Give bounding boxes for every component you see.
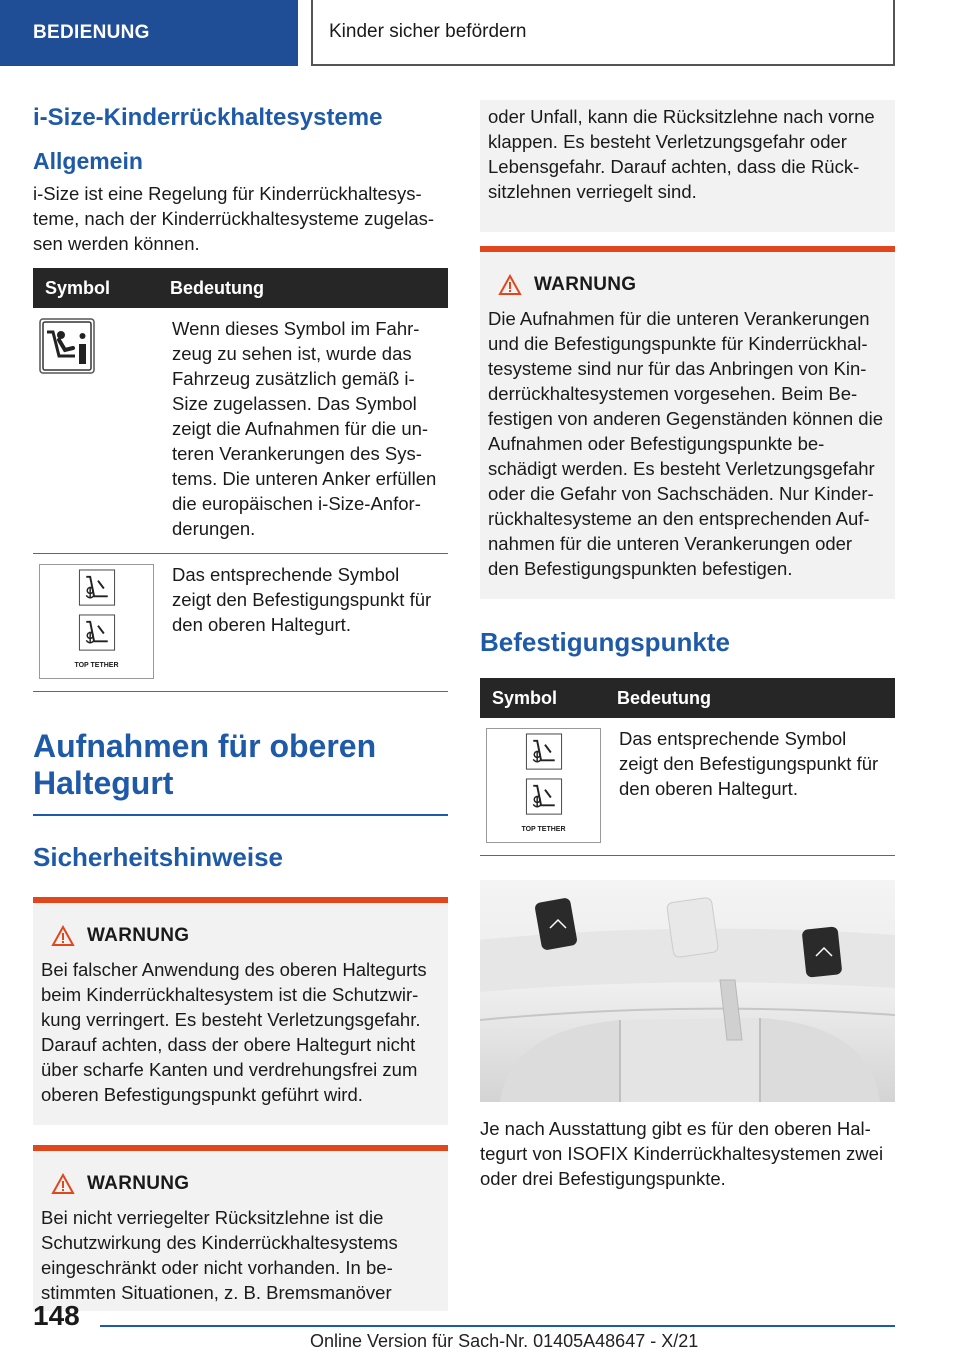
- header-section-tab: [0, 0, 298, 66]
- tether-anchor-icon: [78, 569, 116, 606]
- top-tether-label: TOP TETHER: [74, 662, 119, 669]
- warning-text: oder Unfall, kann die Rücksitzlehne nach vorne klappen. Es besteht Verletzungsgefahr oder Lebensgefahr. Darauf achten, dass die Rücksitzlehnen verriegelt sind.: [488, 106, 875, 202]
- table-row: [33, 308, 448, 554]
- top-tether-symbol: [486, 728, 601, 843]
- meaning-cell: Das entsprechende Symbol zeigt den Befestigungspunkt für den oberen Haltegurt.: [607, 718, 895, 856]
- warning-box-3: [480, 246, 895, 599]
- symbol-cell: [33, 554, 160, 692]
- warning-label: WARNUNG: [534, 274, 637, 295]
- warning-box-2: [33, 1145, 448, 1311]
- page-number: 148: [33, 1300, 80, 1331]
- warning-box-2-continued: [480, 100, 895, 232]
- tether-anchor-cap-right: [802, 926, 843, 978]
- top-tether-label: TOP TETHER: [521, 826, 566, 833]
- header-chapter-label: Kinder sicher befördern: [329, 21, 527, 42]
- warning-triangle-icon: [498, 274, 522, 296]
- footer-line: [100, 1325, 895, 1327]
- top-tether-symbol: [39, 564, 154, 679]
- warning-label: WARNUNG: [87, 925, 190, 946]
- warning-box-1: [33, 897, 448, 1125]
- warning-title: [51, 925, 440, 947]
- warning-title: [498, 274, 887, 296]
- table-row: [33, 554, 448, 692]
- left-column: [33, 100, 448, 1311]
- table-header-row: [480, 678, 895, 718]
- warning-triangle-icon: [51, 1173, 75, 1195]
- isize-symbol-table: [33, 268, 448, 692]
- header-chapter-tab: [311, 0, 895, 66]
- col-meaning-header: Bedeutung: [160, 268, 448, 308]
- subsection-sicherheitshinweise: Sicherheitshinweise: [33, 842, 283, 872]
- tether-anchor-icon: [525, 778, 563, 815]
- section-divider: [33, 814, 448, 816]
- section-title-befestigungspunkte: Befestigungspunkte: [480, 627, 730, 657]
- footer-online-version: Online Version für Sach-Nr. 01405A48647 - X/21: [310, 1331, 699, 1351]
- meaning-cell: Das entsprechende Symbol zeigt den Befestigungspunkt für den oberen Haltegurt.: [160, 554, 448, 692]
- meaning-cell: Wenn dieses Symbol im Fahrzeug zu sehen ist, wurde das Fahrzeug zusätzlich gemäß i-Size zugelassen. Das Symbol zeigt die Aufnahmen für die unteren Verankerungen des Systems. Die unteren Anker erfüllen die europäischen i-Size-Anforderungen.: [160, 308, 448, 554]
- tether-anchor-icon: [78, 614, 116, 651]
- rear-seat-photo: [480, 880, 895, 1102]
- symbol-cell: [480, 718, 607, 856]
- warning-text: Bei falscher Anwendung des oberen Haltegurts beim Kinderrückhaltesystem ist die Schutzwirkung verringert. Es besteht Verletzungsgefahr. Darauf achten, dass der obere Haltegurt nicht über scharfe Kanten und verdrehungsfrei zum oberen Befestigungspunkt geführt wird.: [41, 959, 427, 1105]
- right-column: [480, 100, 895, 1191]
- tether-symbol-table: [480, 678, 895, 856]
- col-meaning-header: Bedeutung: [607, 678, 895, 718]
- col-symbol-header: Symbol: [480, 678, 607, 718]
- page-title: i-Size-Kinderrückhaltesysteme: [33, 104, 383, 131]
- tether-anchor-icon: [525, 733, 563, 770]
- warning-title: [51, 1173, 440, 1195]
- warning-text: Die Aufnahmen für die unteren Verankerungen und die Befestigungspunkte für Kinderrückhaltesysteme sind nur für das Anbringen von Kinderrückhaltesystemen vorgesehen. Beim Befestigen von anderen Gegenständen können die Aufnahmen oder Befestigungspunkte beschädigt werden. Es besteht Verletzungsgefahr oder die Gefahr von Sachschäden. Nur Kinderrückhaltesysteme an den entsprechenden Aufnahmen für die unteren Verankerungen oder den Befestigungspunkten befestigen.: [488, 308, 883, 579]
- isize-seat-icon: [39, 318, 95, 374]
- photo-caption: Je nach Ausstattung gibt es für den oberen Haltegurt von ISOFIX Kinderrückhaltesystemen zwei oder drei Befestigungspunkte.: [480, 1118, 884, 1189]
- section-title-aufnahmen: Aufnahmen für oberen Haltegurt: [33, 728, 377, 801]
- warning-label: WARNUNG: [87, 1173, 190, 1194]
- intro-paragraph: i-Size ist eine Regelung für Kinderrückhaltesysteme, nach der Kinderrückhaltesysteme zugelassen werden können.: [33, 183, 435, 254]
- col-symbol-header: Symbol: [33, 268, 160, 308]
- header-section-label: BEDIENUNG: [33, 22, 150, 43]
- warning-triangle-icon: [51, 925, 75, 947]
- symbol-cell: [33, 308, 160, 554]
- warning-text: Bei nicht verriegelter Rücksitzlehne ist die Schutzwirkung des Kinderrückhaltesystems eingeschränkt oder nicht vorhanden. In bestimmten Situationen, z. B. Bremsmanöver: [41, 1207, 398, 1303]
- table-header-row: [33, 268, 448, 308]
- table-row: [480, 718, 895, 856]
- subsection-allgemein: Allgemein: [33, 148, 143, 174]
